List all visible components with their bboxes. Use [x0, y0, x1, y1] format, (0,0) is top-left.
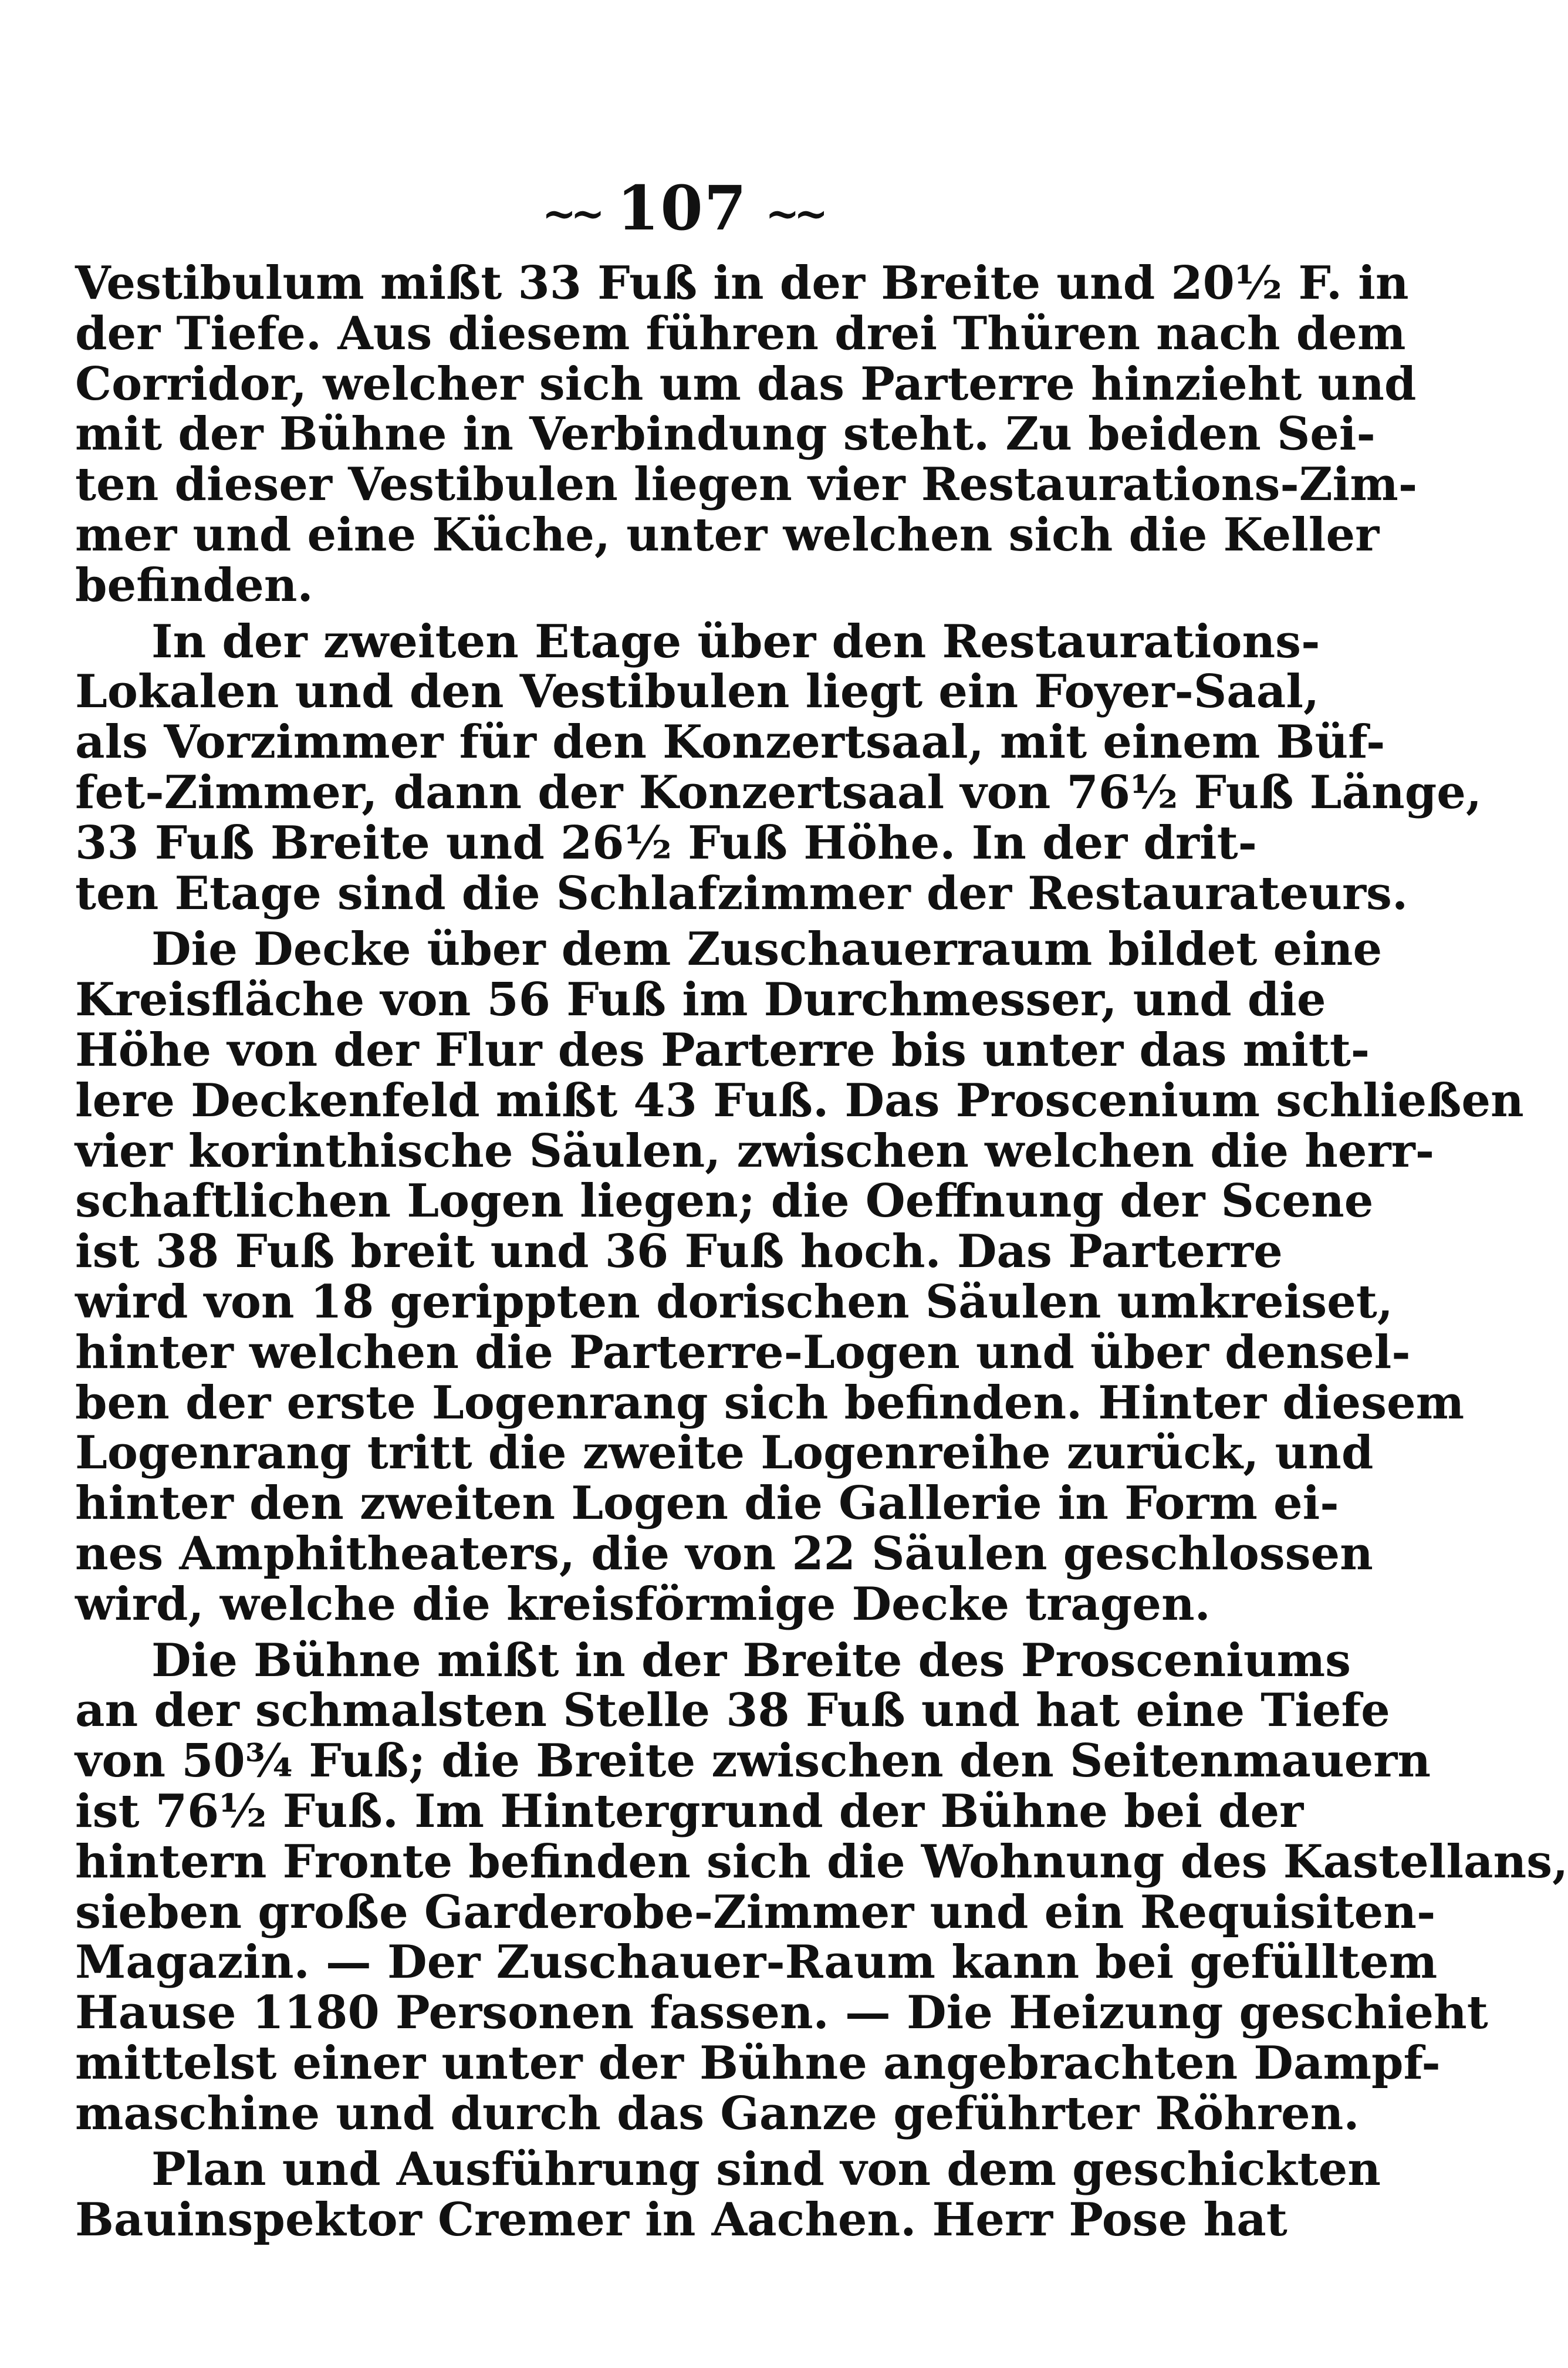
text-line: Höhe von der Flur des Parterre bis unter das mitt-: [75, 1023, 1370, 1077]
text-line: ten dieser Vestibulen liegen vier Restaurations-Zim-: [75, 458, 1418, 512]
paragraph: [75, 256, 1418, 612]
text-line: fet-Zimmer, dann der Konzertsaal von 76½ Fuß Länge,: [75, 765, 1482, 819]
text-line: schaftlichen Logen liegen; die Oeffnung der Scene: [75, 1174, 1374, 1228]
text-line: Bauinspektor Cremer in Aachen. Herr Pose hat: [75, 2193, 1287, 2247]
text-line: Hause 1180 Personen fassen. — Die Heizung geschieht: [75, 1986, 1488, 2040]
text-line: 33 Fuß Breite und 26½ Fuß Höhe. In der drit-: [75, 816, 1258, 870]
text-line: wird, welche die kreisförmige Decke tragen.: [75, 1577, 1211, 1631]
page-number: 107: [616, 172, 748, 244]
text-line: hinter welchen die Parterre-Logen und über densel-: [75, 1325, 1411, 1379]
text-line: hinter den zweiten Logen die Gallerie in Form ei-: [75, 1477, 1339, 1531]
text-line: hintern Fronte befinden sich die Wohnung des Kastellans,: [75, 1835, 1568, 1889]
text-line: lere Deckenfeld mißt 43 Fuß. Das Proscenium schließen: [75, 1073, 1524, 1127]
text-line: mittelst einer unter der Bühne angebrachten Dampf-: [75, 2036, 1441, 2090]
text-line: Die Decke über dem Zuschauerraum bildet eine: [151, 923, 1383, 977]
text-line: Logenrang tritt die zweite Logenreihe zurück, und: [75, 1426, 1374, 1480]
text-line: Lokalen und den Vestibulen liegt ein Foyer-Saal,: [75, 665, 1320, 719]
page-header: [0, 170, 1364, 252]
text-line: ist 76½ Fuß. Im Hintergrund der Bühne bei der: [75, 1784, 1304, 1838]
text-line: mit der Bühne in Verbindung steht. Zu beiden Sei-: [75, 407, 1376, 461]
text-line: wird von 18 gerippten dorischen Säulen umkreiset,: [75, 1275, 1393, 1329]
text-line: vier korinthische Säulen, zwischen welchen die herr-: [75, 1124, 1435, 1178]
text-line: Kreisfläche von 56 Fuß im Durchmesser, und die: [75, 973, 1326, 1027]
text-line: von 50¾ Fuß; die Breite zwischen den Seitenmauern: [75, 1734, 1431, 1788]
text-line: mer und eine Küche, unter welchen sich die Keller: [75, 508, 1380, 562]
text-line: ten Etage sind die Schlafzimmer der Restaurateurs.: [75, 866, 1408, 920]
text-line: Corridor, welcher sich um das Parterre hinzieht und: [75, 357, 1417, 411]
text-line: befinden.: [75, 558, 313, 612]
text-line: an der schmalsten Stelle 38 Fuß und hat eine Tiefe: [75, 1684, 1390, 1738]
text-line: Vestibulum mißt 33 Fuß in der Breite und 20½ F. in: [75, 256, 1409, 310]
text-line: als Vorzimmer für den Konzertsaal, mit einem Büf-: [75, 715, 1385, 769]
text-line: Die Bühne mißt in der Breite des Prosceniums: [151, 1633, 1351, 1687]
paragraph: [75, 614, 1482, 920]
text-line: ist 38 Fuß breit und 36 Fuß hoch. Das Parterre: [75, 1225, 1283, 1279]
header-ornament-right: ~~: [765, 188, 823, 238]
text-line: maschine und durch das Ganze geführter Röhren.: [75, 2086, 1360, 2140]
text-line: nes Amphitheaters, die von 22 Säulen geschlossen: [75, 1526, 1373, 1580]
text-line: ben der erste Logenrang sich befinden. Hinter diesem: [75, 1376, 1465, 1430]
header-ornament-left: ~~: [542, 188, 599, 238]
paragraph: [75, 923, 1524, 1631]
text-line: Plan und Ausführung sind von dem geschickten: [151, 2143, 1381, 2197]
paragraph: [75, 2143, 1381, 2247]
text-line: der Tiefe. Aus diesem führen drei Thüren nach dem: [75, 306, 1406, 360]
paragraph: [75, 1633, 1568, 2140]
text-line: sieben große Garderobe-Zimmer und ein Requisiten-: [75, 1885, 1436, 1939]
body-text: [75, 256, 1568, 2247]
text-line: Magazin. — Der Zuschauer-Raum kann bei gefülltem: [75, 1935, 1438, 1989]
text-line: In der zweiten Etage über den Restaurations-: [151, 614, 1320, 668]
